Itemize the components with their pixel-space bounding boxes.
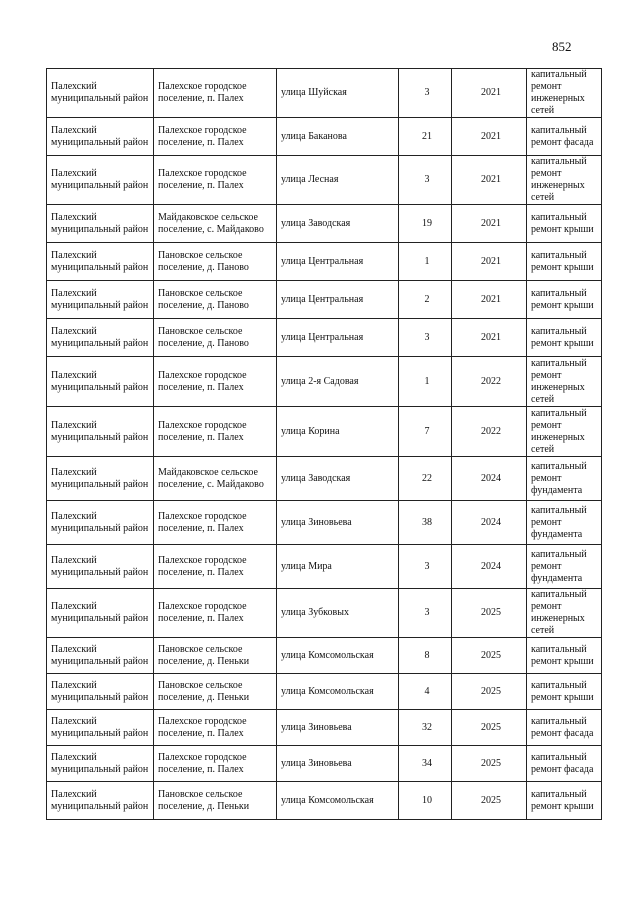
work-type-cell <box>527 501 602 545</box>
house-number-cell-text: 1 <box>424 375 430 387</box>
work-type-cell-text: капитальный ремонт крыши <box>531 325 594 349</box>
district-cell-text: Палехский муниципальный район <box>51 287 149 311</box>
settlement-cell-text: Палехское городское поселение, п. Палех <box>158 369 247 393</box>
work-type-cell <box>527 674 602 710</box>
street-cell <box>277 638 399 674</box>
year-cell <box>452 243 527 281</box>
work-type-cell <box>527 782 602 820</box>
district-cell-text: Палехский муниципальный район <box>51 249 149 273</box>
house-number-cell <box>399 281 452 319</box>
house-number-cell-text: 10 <box>422 794 432 806</box>
district-cell-text: Палехский муниципальный район <box>51 679 149 703</box>
district-cell <box>47 319 154 357</box>
settlement-cell-text: Пановское сельское поселение, д. Паново <box>158 287 249 311</box>
table-row <box>47 407 602 457</box>
district-cell <box>47 589 154 638</box>
house-number-cell <box>399 782 452 820</box>
street-cell <box>277 243 399 281</box>
table-row <box>47 746 602 782</box>
year-cell-text: 2021 <box>481 217 501 229</box>
year-cell <box>452 501 527 545</box>
house-number-cell <box>399 205 452 243</box>
work-type-cell-text: капитальный ремонт крыши <box>531 788 594 812</box>
settlement-cell-text: Пановское сельское поселение, д. Пеньки <box>158 788 250 812</box>
year-cell-text: 2024 <box>481 472 501 484</box>
district-cell-text: Палехский муниципальный район <box>51 751 149 775</box>
house-number-cell-text: 3 <box>424 560 430 572</box>
work-type-cell <box>527 357 602 407</box>
year-cell <box>452 319 527 357</box>
street-cell-text: улица Комсомольская <box>281 794 374 806</box>
house-number-cell-text: 2 <box>424 293 430 305</box>
year-cell-text: 2025 <box>481 721 501 733</box>
house-number-cell <box>399 501 452 545</box>
year-cell-text: 2024 <box>481 516 501 528</box>
settlement-cell <box>154 638 277 674</box>
house-number-cell <box>399 243 452 281</box>
housing-repair-table <box>46 68 602 820</box>
year-cell <box>452 156 527 205</box>
street-cell-text: улица Заводская <box>281 217 351 229</box>
table-row <box>47 782 602 820</box>
page-number: 852 <box>552 39 572 54</box>
house-number-cell-text: 34 <box>422 757 432 769</box>
district-cell <box>47 243 154 281</box>
street-cell-text: улица Центральная <box>281 255 364 267</box>
district-cell-text: Палехский муниципальный район <box>51 81 149 104</box>
district-cell <box>47 118 154 156</box>
year-cell-text: 2025 <box>481 757 501 769</box>
year-cell-text: 2025 <box>481 607 501 618</box>
district-cell <box>47 357 154 407</box>
house-number-cell-text: 3 <box>424 174 430 185</box>
district-cell-text: Палехский муниципальный район <box>51 601 149 624</box>
work-type-cell-text: капитальный ремонт крыши <box>531 287 594 311</box>
year-cell-text: 2021 <box>481 130 501 142</box>
settlement-cell-text: Палехское городское поселение, п. Палех <box>158 715 247 739</box>
house-number-cell <box>399 674 452 710</box>
year-cell <box>452 674 527 710</box>
street-cell <box>277 589 399 638</box>
district-cell <box>47 457 154 501</box>
work-type-cell-text: капитальный ремонт фундамента <box>531 460 587 496</box>
house-number-cell-text: 7 <box>424 425 430 437</box>
street-cell <box>277 674 399 710</box>
district-cell <box>47 674 154 710</box>
work-type-cell <box>527 457 602 501</box>
table-row <box>47 589 602 638</box>
district-cell-text: Палехский муниципальный район <box>51 168 149 191</box>
house-number-cell <box>399 638 452 674</box>
street-cell-text: улица Шуйская <box>281 87 347 98</box>
year-cell <box>452 205 527 243</box>
work-type-cell <box>527 746 602 782</box>
house-number-cell-text: 19 <box>422 217 432 229</box>
settlement-cell <box>154 501 277 545</box>
settlement-cell <box>154 545 277 589</box>
settlement-cell <box>154 782 277 820</box>
year-cell <box>452 357 527 407</box>
year-cell-text: 2022 <box>481 425 501 437</box>
settlement-cell <box>154 589 277 638</box>
house-number-cell <box>399 69 452 118</box>
street-cell <box>277 407 399 457</box>
settlement-cell <box>154 281 277 319</box>
street-cell-text: улица Зиновьева <box>281 516 352 528</box>
settlement-cell-text: Пановское сельское поселение, д. Паново <box>158 249 249 273</box>
work-type-cell-text: капитальный ремонт фасада <box>531 124 594 148</box>
district-cell <box>47 281 154 319</box>
house-number-cell <box>399 156 452 205</box>
table-row <box>47 357 602 407</box>
house-number-cell <box>399 319 452 357</box>
house-number-cell <box>399 746 452 782</box>
house-number-cell <box>399 710 452 746</box>
street-cell-text: улица 2-я Садовая <box>281 375 359 387</box>
year-cell <box>452 69 527 118</box>
settlement-cell <box>154 118 277 156</box>
district-cell-text: Палехский муниципальный район <box>51 554 149 578</box>
house-number-cell-text: 32 <box>422 721 432 733</box>
settlement-cell-text: Палехское городское поселение, п. Палех <box>158 168 247 191</box>
street-cell-text: улица Центральная <box>281 293 364 305</box>
district-cell <box>47 156 154 205</box>
year-cell-text: 2022 <box>481 375 501 387</box>
street-cell <box>277 281 399 319</box>
table-row <box>47 243 602 281</box>
year-cell <box>452 545 527 589</box>
district-cell-text: Палехский муниципальный район <box>51 419 149 443</box>
year-cell <box>452 407 527 457</box>
settlement-cell <box>154 357 277 407</box>
district-cell <box>47 710 154 746</box>
table-row <box>47 156 602 205</box>
district-cell-text: Палехский муниципальный район <box>51 325 149 349</box>
settlement-cell-text: Палехское городское поселение, п. Палех <box>158 751 247 775</box>
district-cell <box>47 545 154 589</box>
street-cell-text: улица Зиновьева <box>281 721 352 733</box>
street-cell <box>277 69 399 118</box>
table-row <box>47 674 602 710</box>
work-type-cell-text: капитальный ремонт инженерных сетей <box>531 407 587 455</box>
settlement-cell-text: Палехское городское поселение, п. Палех <box>158 124 247 148</box>
settlement-cell <box>154 243 277 281</box>
district-cell-text: Палехский муниципальный район <box>51 510 149 534</box>
work-type-cell <box>527 243 602 281</box>
street-cell <box>277 156 399 205</box>
year-cell-text: 2025 <box>481 794 501 806</box>
year-cell <box>452 782 527 820</box>
work-type-cell-text: капитальный ремонт инженерных сетей <box>531 69 587 116</box>
work-type-cell <box>527 638 602 674</box>
house-number-cell <box>399 407 452 457</box>
work-type-cell-text: капитальный ремонт фундамента <box>531 548 587 584</box>
district-cell <box>47 746 154 782</box>
work-type-cell <box>527 589 602 638</box>
table-row <box>47 501 602 545</box>
street-cell <box>277 746 399 782</box>
district-cell-text: Палехский муниципальный район <box>51 211 149 235</box>
settlement-cell-text: Пановское сельское поселение, д. Пеньки <box>158 643 250 667</box>
work-type-cell-text: капитальный ремонт крыши <box>531 249 594 273</box>
street-cell-text: улица Заводская <box>281 472 351 484</box>
street-cell <box>277 782 399 820</box>
house-number-cell-text: 1 <box>424 255 430 267</box>
table-row <box>47 281 602 319</box>
settlement-cell-text: Палехское городское поселение, п. Палех <box>158 554 247 578</box>
street-cell <box>277 501 399 545</box>
street-cell <box>277 457 399 501</box>
work-type-cell-text: капитальный ремонт крыши <box>531 211 594 235</box>
settlement-cell <box>154 156 277 205</box>
street-cell-text: улица Зиновьева <box>281 757 352 769</box>
house-number-cell <box>399 357 452 407</box>
settlement-cell-text: Палехское городское поселение, п. Палех <box>158 419 247 443</box>
work-type-cell <box>527 281 602 319</box>
district-cell <box>47 407 154 457</box>
work-type-cell <box>527 205 602 243</box>
house-number-cell-text: 3 <box>424 87 430 98</box>
street-cell-text: улица Комсомольская <box>281 649 374 661</box>
work-type-cell <box>527 69 602 118</box>
street-cell-text: улица Комсомольская <box>281 685 374 697</box>
settlement-cell <box>154 746 277 782</box>
street-cell <box>277 357 399 407</box>
year-cell <box>452 281 527 319</box>
house-number-cell-text: 21 <box>422 130 432 142</box>
table-row <box>47 545 602 589</box>
work-type-cell-text: капитальный ремонт инженерных сетей <box>531 357 587 405</box>
house-number-cell-text: 3 <box>424 331 430 343</box>
settlement-cell-text: Пановское сельское поселение, д. Пеньки <box>158 679 250 703</box>
house-number-cell <box>399 118 452 156</box>
district-cell <box>47 501 154 545</box>
year-cell-text: 2024 <box>481 560 501 572</box>
year-cell-text: 2021 <box>481 255 501 267</box>
year-cell <box>452 457 527 501</box>
work-type-cell <box>527 710 602 746</box>
work-type-cell <box>527 319 602 357</box>
house-number-cell <box>399 589 452 638</box>
work-type-cell <box>527 407 602 457</box>
settlement-cell-text: Пановское сельское поселение, д. Паново <box>158 325 249 349</box>
settlement-cell <box>154 205 277 243</box>
table-row <box>47 710 602 746</box>
district-cell <box>47 782 154 820</box>
street-cell-text: улица Зубковых <box>281 607 349 618</box>
settlement-cell-text: Палехское городское поселение, п. Палех <box>158 601 247 624</box>
work-type-cell-text: капитальный ремонт инженерных сетей <box>531 156 587 203</box>
district-cell-text: Палехский муниципальный район <box>51 466 149 490</box>
year-cell <box>452 638 527 674</box>
year-cell-text: 2021 <box>481 331 501 343</box>
table-body <box>47 69 602 820</box>
street-cell-text: улица Корина <box>281 425 340 437</box>
street-cell-text: улица Баканова <box>281 130 347 142</box>
district-cell <box>47 205 154 243</box>
year-cell-text: 2021 <box>481 174 501 185</box>
work-type-cell <box>527 156 602 205</box>
settlement-cell <box>154 69 277 118</box>
house-number-cell-text: 4 <box>424 685 430 697</box>
work-type-cell-text: капитальный ремонт фундамента <box>531 504 587 540</box>
work-type-cell-text: капитальный ремонт фасада <box>531 715 594 739</box>
year-cell <box>452 710 527 746</box>
street-cell <box>277 710 399 746</box>
settlement-cell <box>154 674 277 710</box>
work-type-cell-text: капитальный ремонт крыши <box>531 643 594 667</box>
house-number-cell <box>399 545 452 589</box>
street-cell-text: улица Лесная <box>281 174 339 185</box>
house-number-cell-text: 38 <box>422 516 432 528</box>
year-cell-text: 2021 <box>481 87 501 98</box>
street-cell-text: улица Центральная <box>281 331 364 343</box>
district-cell-text: Палехский муниципальный район <box>51 643 149 667</box>
table-row <box>47 638 602 674</box>
street-cell-text: улица Мира <box>281 560 332 572</box>
settlement-cell-text: Палехское городское поселение, п. Палех <box>158 81 247 104</box>
settlement-cell-text: Майдаковское сельское поселение, с. Майдаково <box>158 211 264 235</box>
house-number-cell <box>399 457 452 501</box>
table-row <box>47 69 602 118</box>
table-row <box>47 205 602 243</box>
year-cell <box>452 118 527 156</box>
street-cell <box>277 545 399 589</box>
district-cell <box>47 69 154 118</box>
settlement-cell <box>154 319 277 357</box>
year-cell-text: 2025 <box>481 649 501 661</box>
work-type-cell <box>527 545 602 589</box>
year-cell-text: 2025 <box>481 685 501 697</box>
house-number-cell-text: 3 <box>424 607 430 618</box>
settlement-cell <box>154 407 277 457</box>
work-type-cell-text: капитальный ремонт инженерных сетей <box>531 589 587 636</box>
work-type-cell <box>527 118 602 156</box>
street-cell <box>277 118 399 156</box>
house-number-cell-text: 22 <box>422 472 432 484</box>
house-number-cell-text: 8 <box>424 649 430 661</box>
street-cell <box>277 205 399 243</box>
settlement-cell-text: Майдаковское сельское поселение, с. Майдаково <box>158 466 264 490</box>
district-cell-text: Палехский муниципальный район <box>51 715 149 739</box>
year-cell-text: 2021 <box>481 293 501 305</box>
work-type-cell-text: капитальный ремонт крыши <box>531 679 594 703</box>
settlement-cell-text: Палехское городское поселение, п. Палех <box>158 510 247 534</box>
street-cell <box>277 319 399 357</box>
table-row <box>47 118 602 156</box>
year-cell <box>452 746 527 782</box>
table-row <box>47 457 602 501</box>
district-cell-text: Палехский муниципальный район <box>51 788 149 812</box>
settlement-cell <box>154 710 277 746</box>
district-cell-text: Палехский муниципальный район <box>51 369 149 393</box>
work-type-cell-text: капитальный ремонт фасада <box>531 751 594 775</box>
table-row <box>47 319 602 357</box>
district-cell-text: Палехский муниципальный район <box>51 124 149 148</box>
district-cell <box>47 638 154 674</box>
settlement-cell <box>154 457 277 501</box>
year-cell <box>452 589 527 638</box>
